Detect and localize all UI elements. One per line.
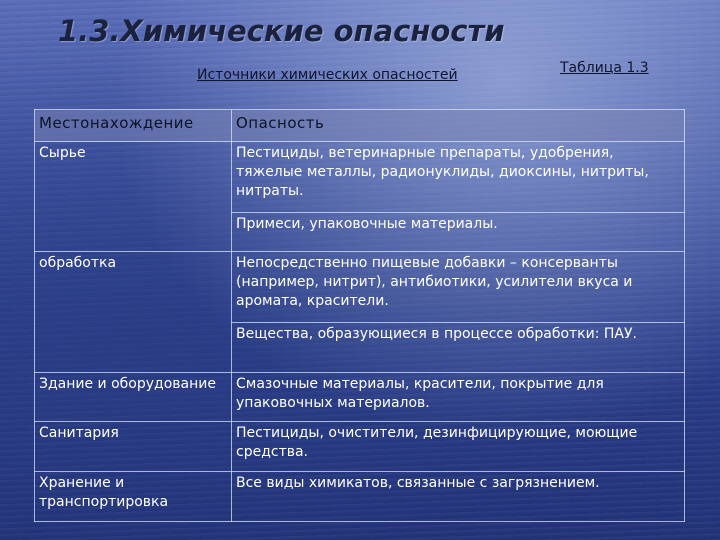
hazard-cell: Непосредственно пищевые добавки – консерванты (например, нитрит), антибиотики, усилители вкуса и аромата, красители. bbox=[232, 252, 685, 323]
hazard-cell: Примеси, упаковочные материалы. bbox=[232, 212, 685, 251]
table-row bbox=[35, 372, 685, 422]
table-row bbox=[35, 472, 685, 522]
table-row bbox=[35, 422, 685, 472]
location-cell: Сырье bbox=[35, 142, 232, 252]
location-cell: Санитария bbox=[35, 422, 232, 472]
hazard-cell: Все виды химикатов, связанные с загрязнением. bbox=[232, 472, 685, 522]
header-hazard: Опасность bbox=[232, 110, 685, 142]
hazard-cell: Пестициды, очистители, дезинфицирующие, моющие средства. bbox=[232, 422, 685, 472]
location-cell: обработка bbox=[35, 252, 232, 372]
table-header-row bbox=[35, 110, 685, 142]
hazard-cell: Вещества, образующиеся в процессе обработки: ПАУ. bbox=[232, 322, 685, 372]
page-title: 1.3.Химические опасности bbox=[58, 14, 505, 48]
hazards-table bbox=[34, 109, 685, 522]
hazard-cell: Пестициды, ветеринарные препараты, удобрения, тяжелые металлы, радионуклиды, диоксины, нитриты, нитраты. bbox=[232, 142, 685, 213]
header-location: Местонахождение bbox=[35, 110, 232, 142]
table-row bbox=[35, 142, 685, 213]
table-row bbox=[35, 252, 685, 323]
location-cell: Здание и оборудование bbox=[35, 372, 232, 422]
hazard-cell: Смазочные материалы, красители, покрытие для упаковочных материалов. bbox=[232, 372, 685, 422]
location-cell: Хранение и транспортировка bbox=[35, 472, 232, 522]
table-number-label: Таблица 1.3 bbox=[560, 60, 649, 76]
table-subtitle: Источники химических опасностей bbox=[197, 67, 458, 83]
